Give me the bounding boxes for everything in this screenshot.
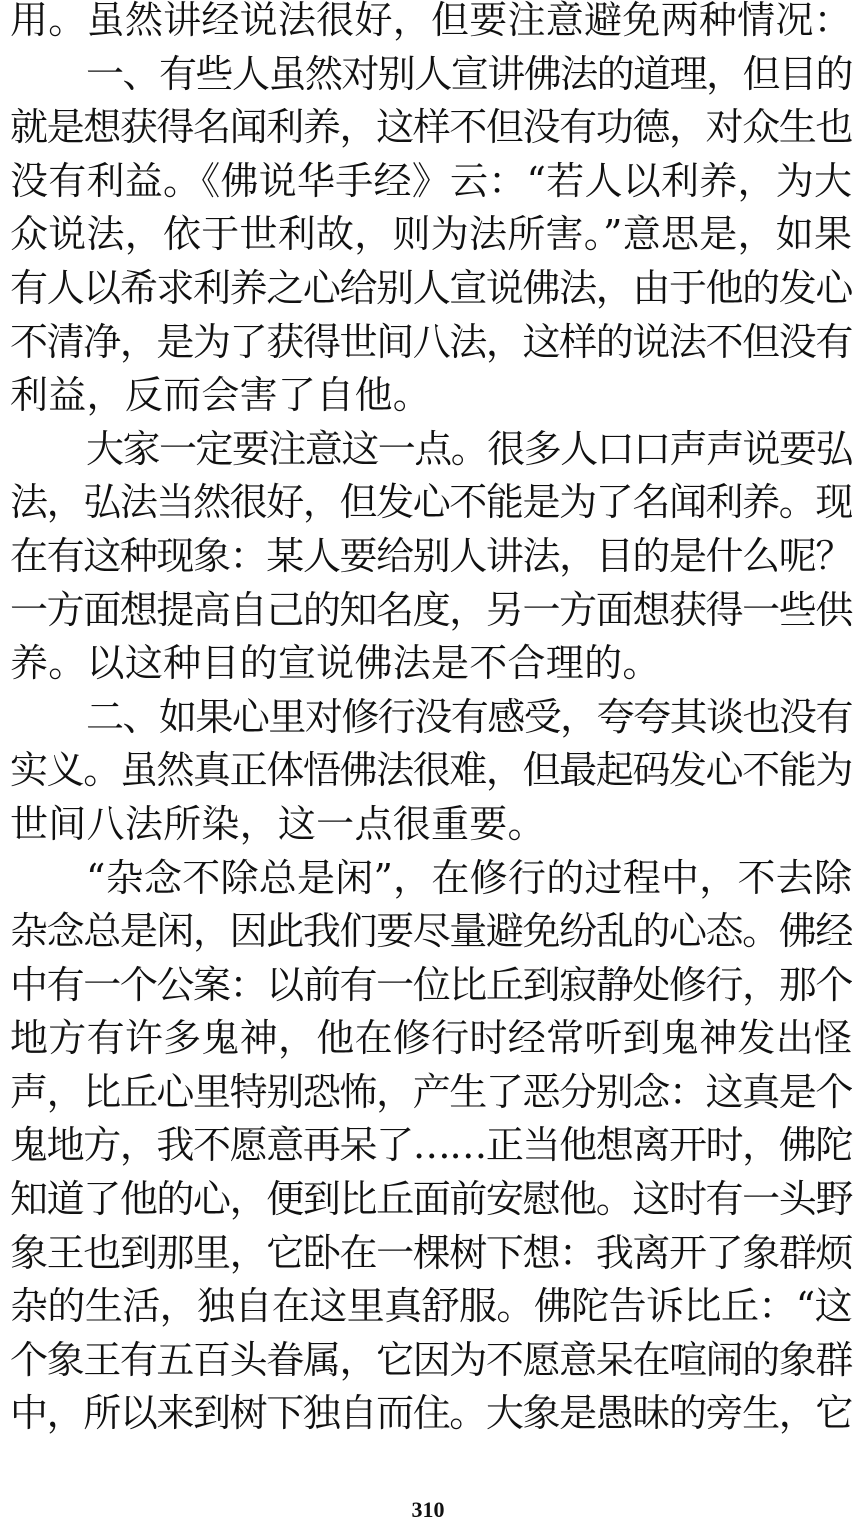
text-line: 地方有许多鬼神，他在修行时经常听到鬼神发出怪 xyxy=(10,1016,852,1061)
text-line: “杂念不除总是闲”，在修行的过程中，不去除 xyxy=(86,855,852,900)
text-line: 有人以希求利养之心给别人宣说佛法，由于他的发心 xyxy=(10,265,852,310)
text-line: 一、有些人虽然对别人宣讲佛法的道理，但目的 xyxy=(86,51,852,96)
text-line: 中有一个公案：以前有一位比丘到寂静处修行，那个 xyxy=(10,962,852,1007)
text-line: 养。以这种目的宣说佛法是不合理的。 xyxy=(10,641,661,686)
text-line: 众说法，依于世利故，则为法所害。”意思是，如果 xyxy=(10,212,852,257)
text-line: 个象王有五百头眷属，它因为不愿意呆在喧闹的象群 xyxy=(10,1337,852,1382)
text-line: 利益，反而会害了自他。 xyxy=(10,373,431,418)
text-line: 实义。虽然真正体悟佛法很难，但最起码发心不能为 xyxy=(10,748,852,793)
text-line: 一方面想提高自己的知名度，另一方面想获得一些供 xyxy=(10,587,852,632)
text-line: 声，比丘心里特别恐怖，产生了恶分别念：这真是个 xyxy=(10,1069,852,1114)
text-line: 杂念总是闲，因此我们要尽量避免纷乱的心态。佛经 xyxy=(10,909,852,954)
page-number: 310 xyxy=(411,1497,445,1522)
text-line: 杂的生活，独自在这里真舒服。佛陀告诉比丘：“这 xyxy=(10,1284,852,1329)
text-line: 中，所以来到树下独自而住。大象是愚昧的旁生，它 xyxy=(10,1391,852,1436)
text-line: 大家一定要注意这一点。很多人口口声声说要弘 xyxy=(86,426,852,471)
text-line: 就是想获得名闻利养，这样不但没有功德，对众生也 xyxy=(10,105,852,150)
text-line: 不清净，是为了获得世间八法，这样的说法不但没有 xyxy=(10,319,852,364)
text-line: 象王也到那里，它卧在一棵树下想：我离开了象群烦 xyxy=(10,1230,852,1275)
text-line: 鬼地方，我不愿意再呆了……正当他想离开时，佛陀 xyxy=(10,1123,852,1168)
text-line: 在有这种现象：某人要给别人讲法，目的是什么呢？ xyxy=(10,533,852,578)
text-line: 没有利益。《佛说华手经》云：“若人以利养，为大 xyxy=(10,158,852,203)
text-line: 知道了他的心，便到比丘面前安慰他。这时有一头野 xyxy=(10,1177,852,1222)
body-text xyxy=(10,0,852,1441)
text-line: 法，弘法当然很好，但发心不能是为了名闻利养。现 xyxy=(10,480,852,525)
text-line: 二、如果心里对修行没有感受，夸夸其谈也没有 xyxy=(86,694,852,739)
text-line: 用。虽然讲经说法很好，但要注意避免两种情况： xyxy=(10,0,852,42)
text-line: 世间八法所染，这一点很重要。 xyxy=(10,801,546,846)
